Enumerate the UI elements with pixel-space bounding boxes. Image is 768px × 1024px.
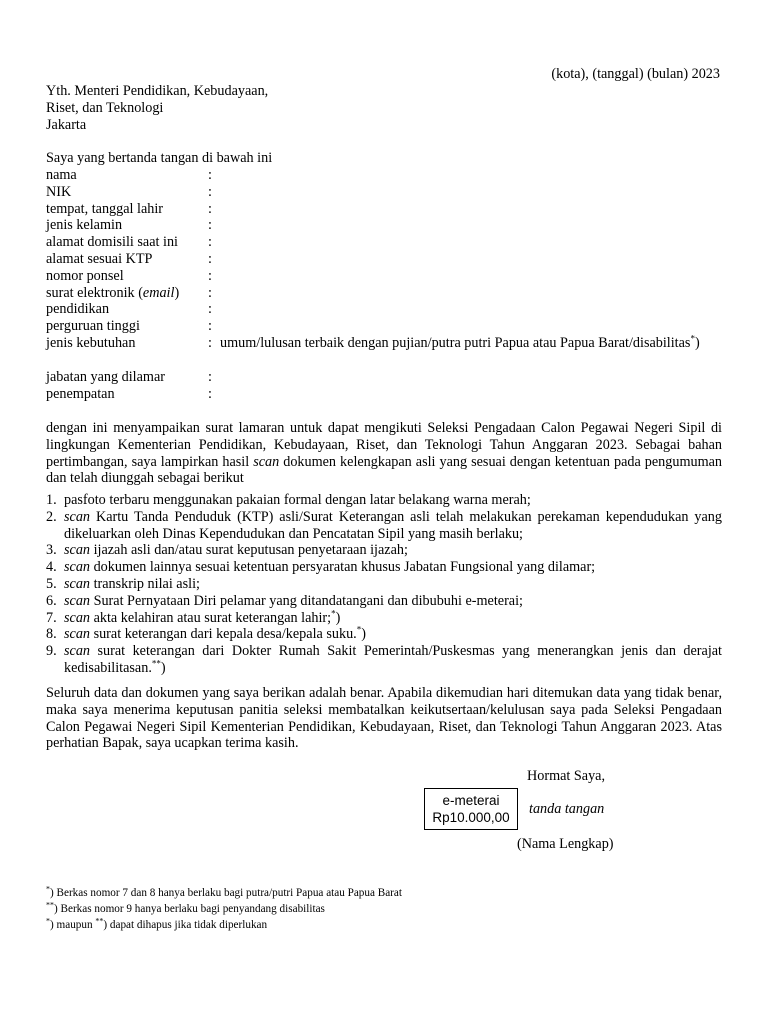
field-label: perguruan tinggi <box>46 318 140 335</box>
footnote-text: ) maupun <box>50 919 96 931</box>
field-colon: : <box>208 334 212 351</box>
footnote-mark: * <box>331 607 336 618</box>
meterai-label: e-meterai <box>442 793 500 808</box>
item-body: akta kelahiran atau surat keterangan lahir; <box>90 609 332 626</box>
footnote-close: ) <box>361 626 366 643</box>
footnote-close: ) <box>694 334 700 351</box>
field-colon: : <box>208 183 212 200</box>
recipient-city: Jakarta <box>46 117 87 133</box>
field-label <box>46 285 208 302</box>
field-colon: : <box>208 267 212 284</box>
field-row-penempatan <box>46 386 722 403</box>
footnotes <box>46 885 402 933</box>
item-italic: scan <box>64 575 91 592</box>
item-body: pasfoto terbaru menggunakan pakaian formal dengan latar belakang warna merah; <box>64 492 531 508</box>
field-label: NIK <box>46 183 72 200</box>
list-item <box>46 607 722 627</box>
field-row-perguruan-tinggi <box>46 318 722 335</box>
list-item <box>46 492 722 509</box>
field-label-text: ) <box>174 284 180 301</box>
item-number: 7. <box>46 609 57 626</box>
field-label: penempatan <box>46 385 115 402</box>
footnote-close: ) <box>160 659 166 676</box>
footnote-line <box>46 885 402 901</box>
footnote-mark: * <box>690 333 695 344</box>
list-item <box>46 593 722 610</box>
footnote-text: ) Berkas nomor 9 hanya berlaku bagi penyandang disabilitas <box>54 903 325 915</box>
item-text <box>64 542 722 559</box>
place-date: (kota), (tanggal) (bulan) 2023 <box>551 66 720 82</box>
footnote-line <box>46 901 402 917</box>
field-colon: : <box>208 318 212 335</box>
footnote-text: ) Berkas nomor 7 dan 8 hanya berlaku bagi putra/putri Papua atau Papua Barat <box>50 887 402 899</box>
paragraph-text: dokumen kelengkapan asli yang sesuai dengan ketentuan pada pengumuman dan telah diunggah sebagai berikut <box>46 453 723 487</box>
item-body: surat keterangan dari Dokter Rumah Sakit Pemerintah/Puskesmas yang menerangkan jenis dan derajat kedisabilitasan. <box>64 643 722 676</box>
document-list <box>46 492 722 677</box>
list-item <box>46 643 722 677</box>
item-number: 8. <box>46 626 57 643</box>
field-colon: : <box>208 250 212 267</box>
field-row-pendidikan <box>46 301 722 318</box>
application-paragraph <box>46 420 722 487</box>
field-row-jabatan <box>46 369 722 386</box>
field-row-nik <box>46 184 722 201</box>
footnote-mark: * <box>46 884 50 894</box>
field-label: alamat sesuai KTP <box>46 250 153 267</box>
item-number: 3. <box>46 542 57 559</box>
item-text <box>64 576 722 593</box>
field-row-ponsel <box>46 268 722 285</box>
item-body: surat keterangan dari kepala desa/kepala suku. <box>90 626 357 643</box>
field-colon: : <box>208 385 212 402</box>
footnote-mark: * <box>46 916 50 926</box>
item-text <box>64 559 722 576</box>
field-row-ktp <box>46 251 722 268</box>
list-item <box>46 576 722 593</box>
item-italic: scan <box>64 626 91 643</box>
list-item <box>46 559 722 576</box>
item-text <box>64 593 722 610</box>
e-meterai-box <box>424 788 518 830</box>
field-row-kebutuhan <box>46 335 722 369</box>
item-number: 6. <box>46 592 57 609</box>
list-item <box>46 509 722 543</box>
footnote-mark: ** <box>46 900 54 910</box>
item-italic: scan <box>64 542 91 559</box>
field-value-kebutuhan <box>220 335 722 369</box>
list-item <box>46 626 722 643</box>
item-body: transkrip nilai asli; <box>90 575 200 592</box>
identity-fields <box>46 167 722 403</box>
item-text <box>64 626 722 643</box>
signer-name: (Nama Lengkap) <box>517 836 614 852</box>
field-colon: : <box>208 234 212 251</box>
field-colon: : <box>208 167 212 183</box>
item-body: Kartu Tanda Penduduk (KTP) asli/Surat Keterangan asli telah melakukan perekaman kependudukan yang dikeluarkan oleh Dinas Kependudukan dan Pencatatan Sipil yang masih berlaku; <box>64 508 722 542</box>
field-label: nomor ponsel <box>46 267 124 284</box>
paragraph-italic: scan <box>253 453 280 470</box>
item-text <box>64 492 722 509</box>
field-row-email <box>46 285 722 302</box>
recipient-line: Riset, dan Teknologi <box>46 100 164 116</box>
footnote-text: ) dapat dihapus jika tidak diperlukan <box>103 919 268 931</box>
recipient-line: Yth. Menteri Pendidikan, Kebudayaan, <box>46 83 269 99</box>
declaration-paragraph: Seluruh data dan dokumen yang saya berikan adalah benar. Apabila dikemudian hari ditemukan data yang tidak benar, maka saya menerima keputusan panitia seleksi membatalkan keikutsertaan/kelulusan saya pada Seleksi Pengadaan Calon Pegawai Negeri Sipil Kementerian Pendidikan, Kebudayaan, Riset, dan Teknologi Tahun Anggaran 2023. Atas perhatian Bapak, saya ucapkan terima kasih. <box>46 685 722 752</box>
item-body: Surat Pernyataan Diri pelamar yang ditandatangani dan dibubuhi e-meterai; <box>90 592 523 609</box>
item-italic: scan <box>64 609 91 626</box>
field-label: jenis kelamin <box>46 217 123 234</box>
field-label-italic: email <box>142 284 175 301</box>
recipient-address <box>46 83 268 134</box>
item-italic: scan <box>64 559 91 576</box>
field-label: alamat domisili saat ini <box>46 234 178 251</box>
item-italic: scan <box>64 508 91 525</box>
field-label: tempat, tanggal lahir <box>46 200 164 217</box>
item-number: 4. <box>46 559 57 576</box>
footnote-close: ) <box>335 609 341 626</box>
meterai-amount: Rp10.000,00 <box>432 810 510 825</box>
field-label-text: surat elektronik ( <box>46 284 143 301</box>
item-text <box>64 509 722 543</box>
field-value-text: umum/lulusan terbaik dengan pujian/putra putri Papua atau Papua Barat/disabilitas <box>220 334 691 351</box>
item-text <box>64 643 722 677</box>
item-number: 2. <box>46 508 57 525</box>
field-row-nama <box>46 167 722 184</box>
item-text <box>64 607 722 627</box>
closing-salutation: Hormat Saya, <box>527 768 606 784</box>
signature-placeholder: tanda tangan <box>529 801 605 817</box>
field-row-domisili <box>46 234 722 251</box>
item-body: ijazah asli dan/atau surat keputusan penyetaraan ijazah; <box>90 542 408 559</box>
paragraph-text: dengan ini menyampaikan surat lamaran untuk dapat mengikuti Seleksi Pengadaan Calon Pegawai Negeri Sipil di lingkungan Kementerian Pendidikan, Kebudayaan, Riset, dan Teknologi Tahun Anggaran 2023. Sebagai bahan pertimbangan, saya lampirkan hasil <box>46 420 722 470</box>
field-colon: : <box>208 301 212 318</box>
footnote-mark: ** <box>151 658 161 669</box>
item-body: dokumen lainnya sesuai ketentuan persyaratan khusus Jabatan Fungsional yang dilamar; <box>90 559 596 576</box>
intro-line: Saya yang bertanda tangan di bawah ini <box>46 150 273 166</box>
field-label: jenis kebutuhan <box>46 334 136 351</box>
field-label: pendidikan <box>46 301 110 318</box>
field-label: nama <box>46 167 77 183</box>
item-number: 5. <box>46 575 57 592</box>
footnote-line <box>46 917 402 933</box>
field-colon: : <box>208 368 212 385</box>
field-colon: : <box>208 200 212 217</box>
footnote-mark: * <box>356 624 362 635</box>
item-italic: scan <box>64 592 91 609</box>
field-colon: : <box>208 217 212 234</box>
item-number: 1. <box>46 492 57 508</box>
field-label: jabatan yang dilamar <box>46 368 165 385</box>
footnote-mark: ** <box>95 916 104 926</box>
field-row-ttl <box>46 201 722 218</box>
field-colon: : <box>208 284 212 301</box>
field-row-jenis-kelamin <box>46 217 722 234</box>
item-number: 9. <box>46 643 57 660</box>
list-item <box>46 542 722 559</box>
item-italic: scan <box>64 643 91 660</box>
